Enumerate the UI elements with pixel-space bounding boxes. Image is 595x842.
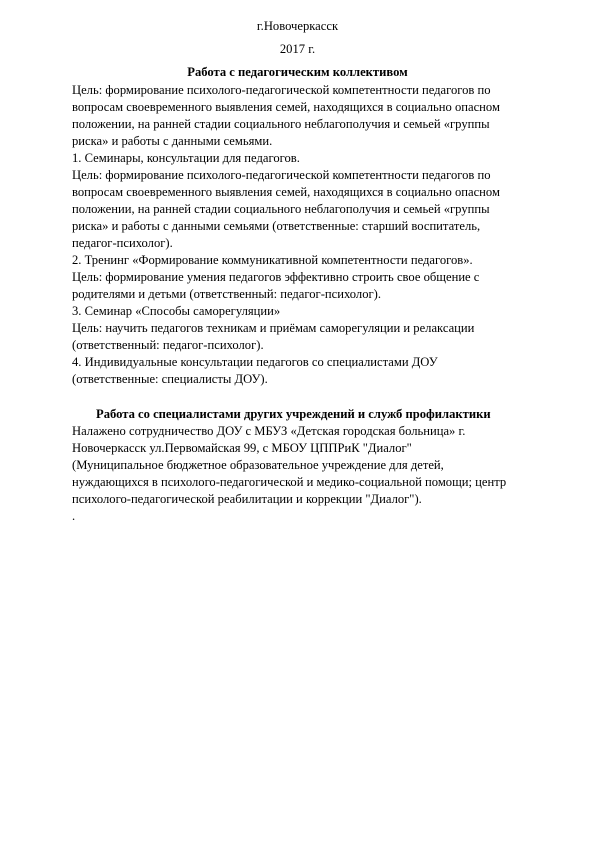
section2-line: . [72, 509, 76, 523]
section1-line: 4. Индивидуальные консультации педагогов со специалистами ДОУ [72, 355, 438, 369]
section1-line: 3. Семинар «Способы саморегуляции» [72, 304, 281, 318]
city-line: г.Новочеркасск [256, 19, 339, 33]
section1-line: (ответственные: специалисты ДОУ). [72, 372, 268, 386]
section1-line: Цель: формирование психолого-педагогической компетентности педагогов по [72, 168, 491, 182]
section1-line: 2. Тренинг «Формирование коммуникативной компетентности педагогов». [72, 253, 473, 267]
section1-line: Цель: научить педагогов техникам и приёмам саморегуляции и релаксации [72, 321, 475, 335]
section1-line: положении, на ранней стадии социального неблагополучия и семьей «группы [72, 117, 490, 131]
section2-line: нуждающихся в психолого-педагогической и медико-социальной помощи; центр [72, 475, 507, 489]
section2-line: Новочеркасск ул.Первомайская 99, с МБОУ ЦППРиК "Диалог" [72, 441, 412, 455]
section2-heading: Работа со специалистами других учреждений и служб профилактики [96, 407, 491, 421]
section1-line: Цель: формирование умения педагогов эффективно строить свое общение с [72, 270, 480, 284]
section2-line: психолого-педагогической реабилитации и коррекции "Диалог"). [72, 492, 422, 506]
section2-line: (Муниципальное бюджетное образовательное учреждение для детей, [72, 458, 444, 472]
section1-line: педагог-психолог). [72, 236, 173, 250]
section1-line: вопросам своевременного выявления семей, находящихся в социально опасном [72, 100, 500, 114]
section1-heading: Работа с педагогическим коллективом [187, 65, 408, 79]
section1-line: 1. Семинары, консультации для педагогов. [72, 151, 300, 165]
section2-line: Налажено сотрудничество ДОУ с МБУЗ «Детская городская больница» г. [72, 424, 466, 438]
year-line: 2017 г. [279, 42, 316, 56]
section1-line: риска» и работы с данными семьями. [72, 134, 273, 148]
section1-line: положении, на ранней стадии социального неблагополучия и семьей «группы [72, 202, 490, 216]
section1-line: Цель: формирование психолого-педагогической компетентности педагогов по [72, 83, 491, 97]
section1-line: риска» и работы с данными семьями (ответственные: старший воспитатель, [72, 219, 481, 233]
section1-line: (ответственный: педагог-психолог). [72, 338, 264, 352]
section1-line: родителями и детьми (ответственный: педагог-психолог). [72, 287, 382, 301]
section1-line: вопросам своевременного выявления семей, находящихся в социально опасном [72, 185, 500, 199]
